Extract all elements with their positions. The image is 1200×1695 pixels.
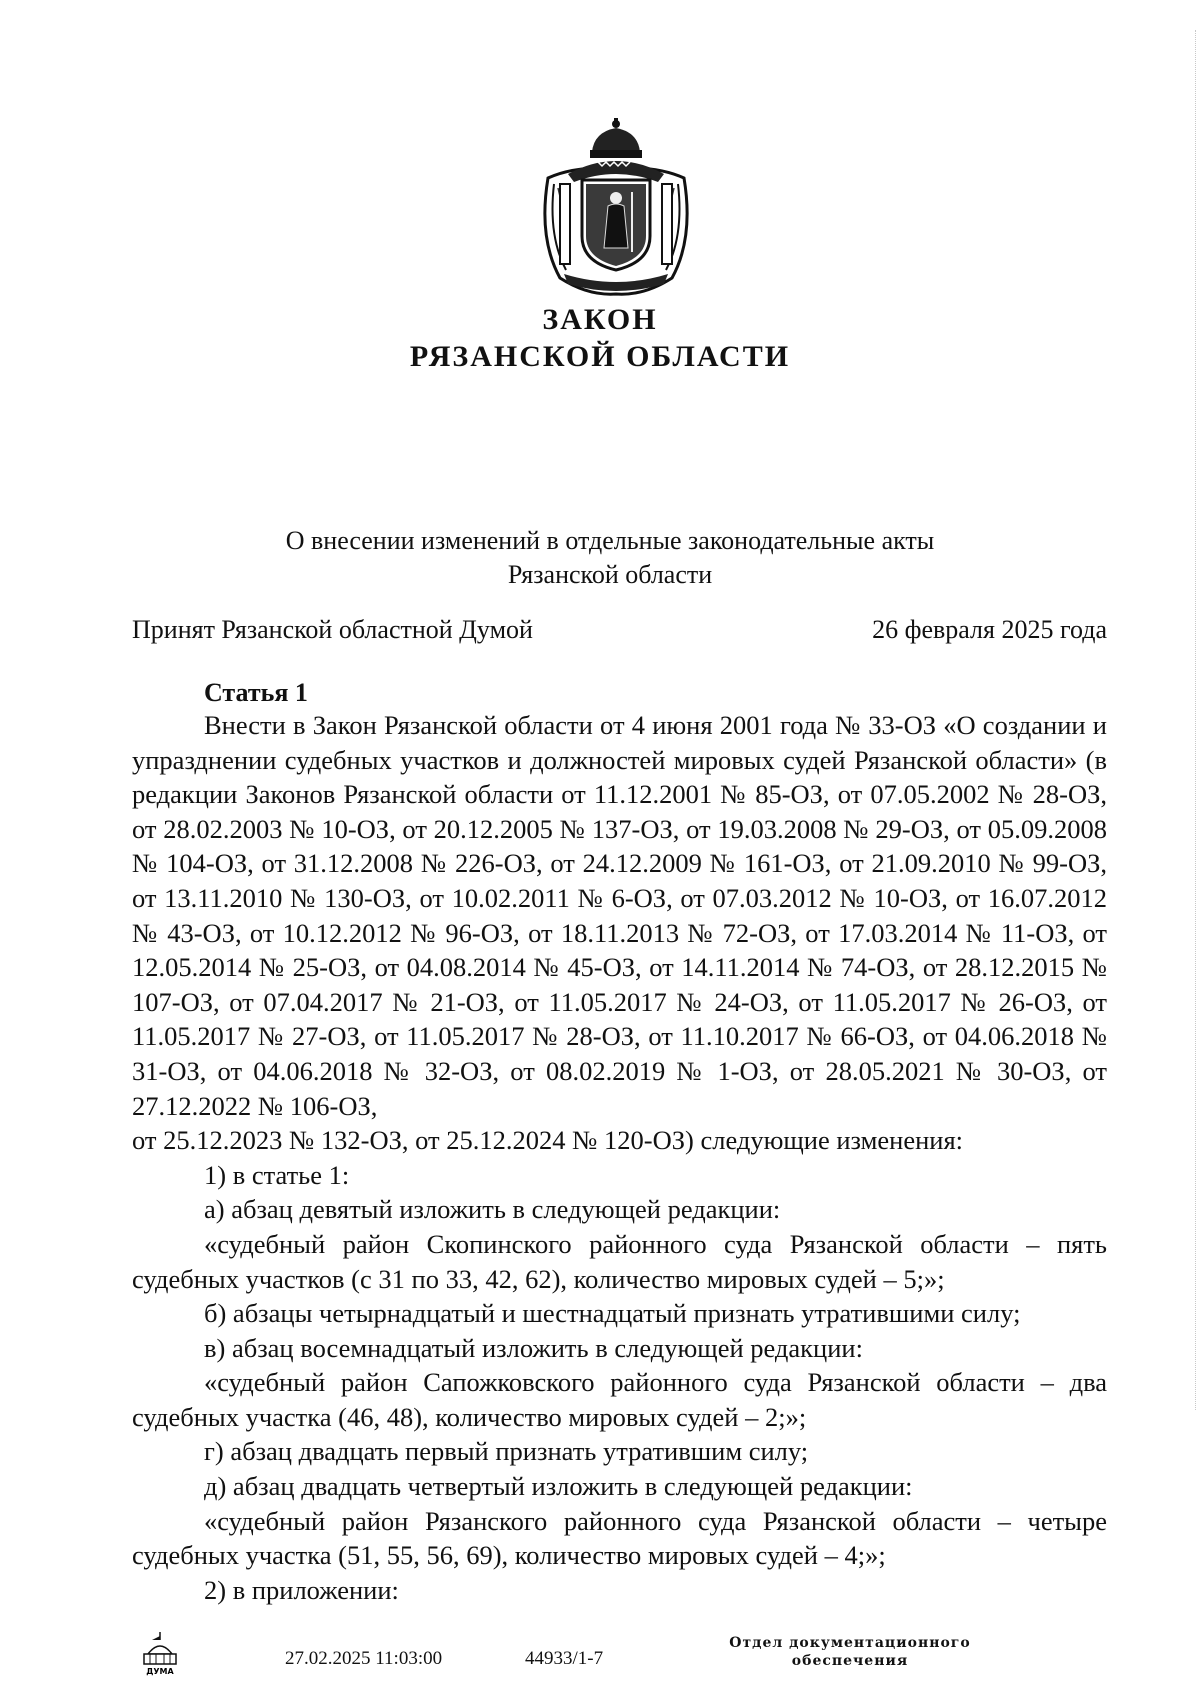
list-item: г) абзац двадцать первый признать утратившим силу; <box>204 1436 809 1467</box>
article-heading: Статья 1 <box>204 678 308 707</box>
list-item: «судебный район Сапожковского районного суда Рязанской области – два судебных участка (46, 48), количество мировых судей – 2;»; <box>132 1367 1107 1432</box>
article-intro-paragraph: Внести в Закон Рязанской области от 4 июня 2001 года № 33-ОЗ «О создании и упразднении судебных участков и должностей мировых судей Рязанской области» (в редакции Законов Рязанской области от 11.12.2001 № 85-ОЗ, от 07.05.2002 № 28-ОЗ, от 28.02.2003 № 10-ОЗ, от 20.12.2005 № 137-ОЗ, от 19.03.2008 № 29-ОЗ, от 05.09.2008 № 104-ОЗ, от 31.12.2008 № 226-ОЗ, от 24.12.2009 № 161-ОЗ, от 21.09.2010 № 99-ОЗ, от 13.11.2010 № 130-ОЗ, от 10.02.2011 № 6-ОЗ, от 07.03.2012 № 10-ОЗ, от 16.07.2012 № 43-ОЗ, от 10.12.2012 № 96-ОЗ, от 18.11.2013 № 72-ОЗ, от 17.03.2014 № 11-ОЗ, от 12.05.2014 № 25-ОЗ, от 04.08.2014 № 45-ОЗ, от 14.11.2014 № 74-ОЗ, от 28.12.2015 № 107-ОЗ, от 07.04.2017 № 21-ОЗ, от 11.05.2017 № 24-ОЗ, от 11.05.2017 № 26-ОЗ, от 11.05.2017 № 27-ОЗ, от 11.05.2017 № 28-ОЗ, от 11.10.2017 № 66-ОЗ, от 04.06.2018 № 31-ОЗ, от 04.06.2018 № 32-ОЗ, от 08.02.2019 № 1-ОЗ, от 28.05.2021 № 30-ОЗ, от 27.12.2022 № 106-ОЗ, <box>132 710 1107 1121</box>
adoption-date: 26 февраля 2025 года <box>872 615 1107 644</box>
law-subject-line2: Рязанской области <box>507 560 713 589</box>
footer-timestamp: 27.02.2025 11:03:00 <box>285 1648 443 1669</box>
page-footer <box>0 1632 1200 1682</box>
list-item: б) абзацы четырнадцатый и шестнадцатый признать утратившими силу; <box>204 1298 1021 1329</box>
stamp-line2: обеспечения <box>791 1653 909 1669</box>
list-item: 2) в приложении: <box>204 1574 399 1605</box>
law-subject <box>200 524 1020 592</box>
law-title-line2: РЯЗАНСКОЙ ОБЛАСТИ <box>409 340 791 373</box>
department-stamp <box>700 1634 1000 1670</box>
article-body <box>132 708 1107 1607</box>
article-intro-last-line: от 25.12.2023 № 132-ОЗ, от 25.12.2024 № 120-ОЗ) следующие изменения: <box>132 1125 964 1156</box>
adoption-row <box>132 615 1107 645</box>
stamp-line1: Отдел документационного <box>729 1635 971 1651</box>
list-item: д) абзац двадцать четвертый изложить в следующей редакции: <box>204 1471 913 1502</box>
list-item: 1) в статье 1: <box>204 1159 350 1190</box>
adopted-by: Принят Рязанской областной Думой <box>132 615 533 644</box>
law-title-line1: ЗАКОН <box>542 303 658 336</box>
law-subject-line1: О внесении изменений в отдельные законодательные акты <box>285 526 935 555</box>
ryazan-coat-of-arms-icon <box>538 118 694 296</box>
list-item: в) абзац восемнадцатый изложить в следующей редакции: <box>204 1332 863 1363</box>
duma-label: ДУМА <box>146 1667 174 1676</box>
list-item: а) абзац девятый изложить в следующей редакции: <box>204 1194 781 1225</box>
list-item: «судебный район Скопинского районного суда Рязанской области – пять судебных участков (с 31 по 33, 42, 62), количество мировых судей – 5;»; <box>132 1228 1107 1294</box>
list-item: «судебный район Рязанского районного суда Рязанской области – четыре судебных участка (51, 55, 56, 69), количество мировых судей – 4;»; <box>132 1505 1107 1571</box>
duma-building-icon <box>140 1632 180 1676</box>
scan-edge-artifact <box>1192 30 1196 1410</box>
footer-reg-number: 44933/1-7 <box>525 1648 604 1669</box>
